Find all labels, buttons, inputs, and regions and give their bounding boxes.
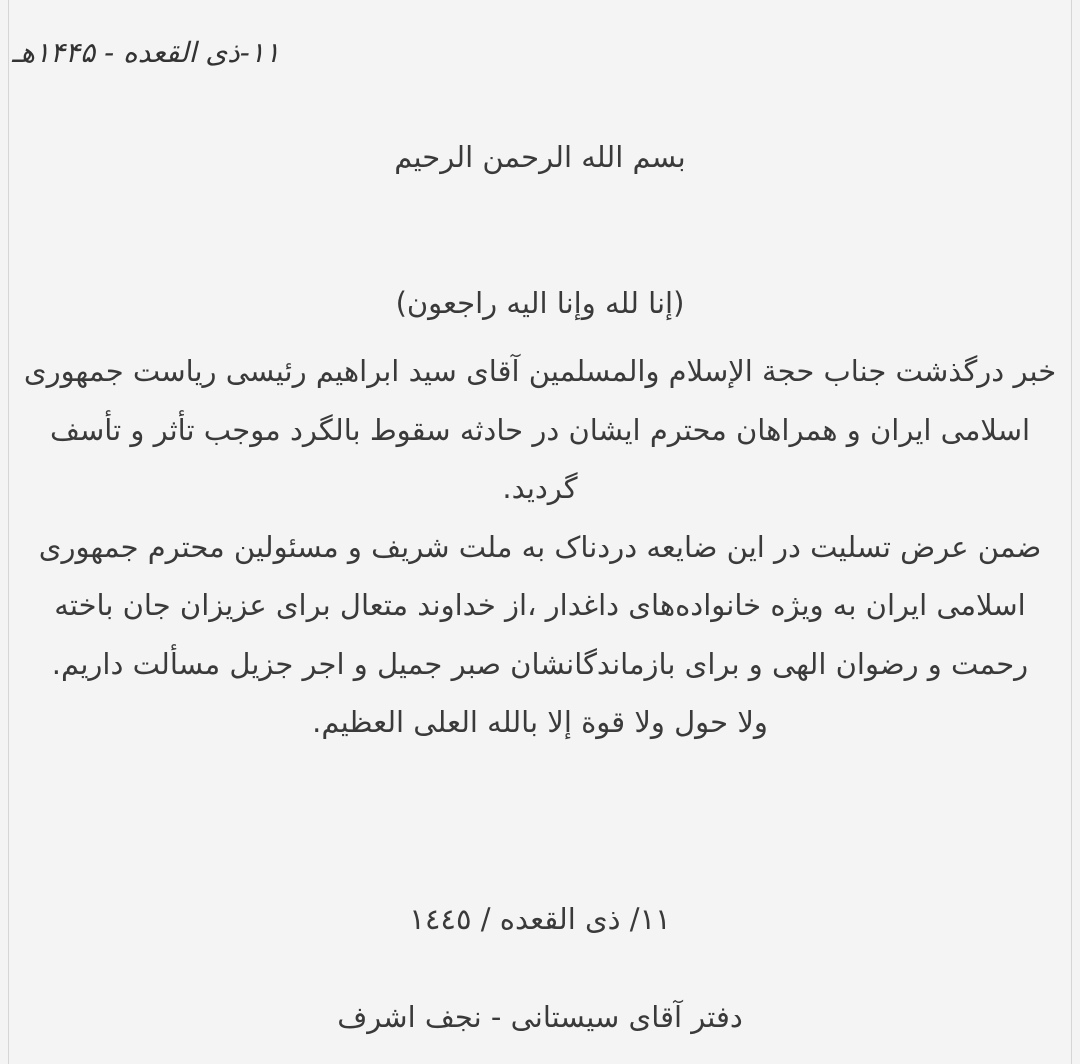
letter-body — [14, 342, 1066, 752]
verse: (إنا لله وإنا اليه راجعون) — [395, 286, 685, 320]
signature: دفتر آقای سيستانی - نجف اشرف — [337, 1000, 743, 1034]
paragraph-condolence-news: خبر درگذشت جناب حجة الإسلام والمسلمين آقای سيد ابراهيم رئيسی رياست جمهوری اسلامی ايران و همراهان محترم ايشان در حادثه سقوط بالگرد موجب تأثر و تأسف گرديد. — [23, 354, 1057, 505]
closing-phrase: ولا حول ولا قوة إلا بالله العلی العظيم. — [312, 705, 768, 739]
letter-date: ۱۱/ ذی القعده / ١٤٤٥ — [409, 902, 671, 936]
paragraph-condolence-prayer: ضمن عرض تسليت در اين ضايعه دردناک به ملت شريف و مسئولين محترم جمهوری اسلامی ايران به ويژه خانواده‌های داغدار ،از خداوند متعال برای عزيزان جان باخته رحمت و رضوان الهی و برای بازماندگانشان صبر جميل و اجر جزيل مسألت داريم. — [38, 529, 1042, 681]
header-date: ۱۱-ذی القعده - ۱۴۴۵هـ — [12, 36, 280, 69]
basmala: بسم الله الرحمن الرحيم — [394, 140, 686, 174]
